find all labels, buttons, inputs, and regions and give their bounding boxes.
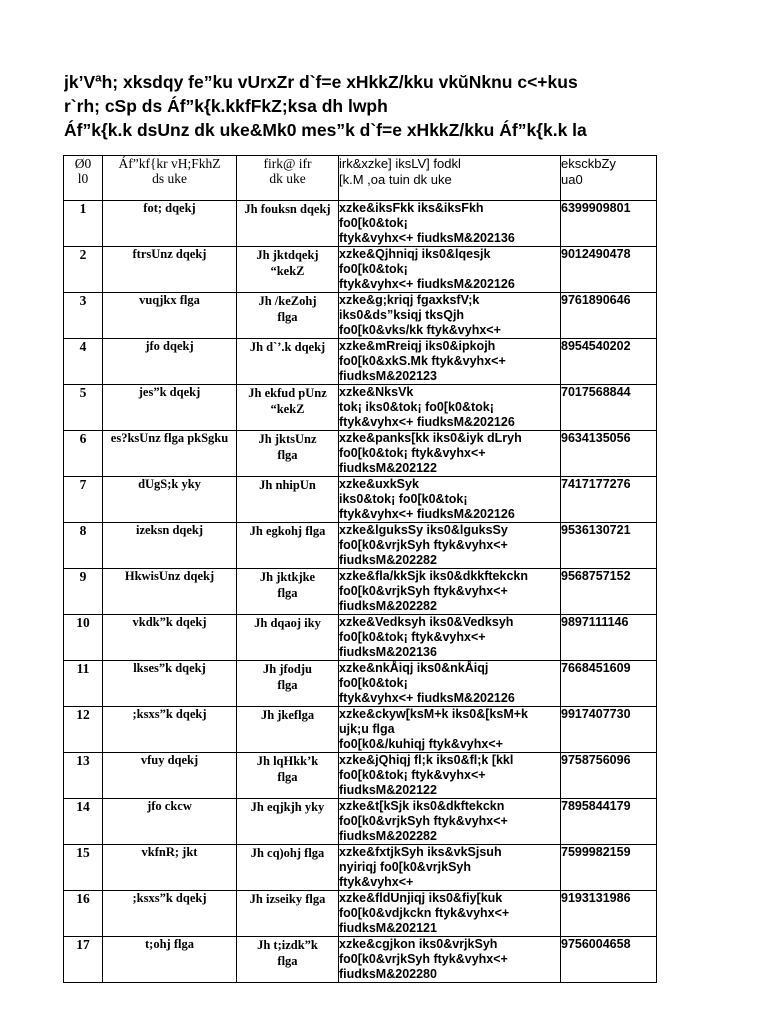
serial-number-cell: 11 — [64, 661, 103, 707]
father-name-cell: Jh ekfud pUnz “kekZ — [237, 385, 339, 431]
trainee-name-cell: vkdk”k dqekj — [103, 615, 237, 661]
serial-number-cell: 2 — [64, 247, 103, 293]
address-cell: xzke&mRreiqj iks0&ipkojh fo0[k0&xkS.Mk ftyk&vyhx<+ fiudksM&202123 — [339, 339, 506, 383]
father-name-cell: Jh eqjkjh yky — [237, 799, 339, 845]
address-cell-container — [339, 891, 561, 937]
father-name-cell: Jh jfodju flga — [237, 661, 339, 707]
address-cell: xzke&uxkSyk iks0&tok¡ fo0[k0&tok¡ ftyk&vyhx<+ fiudksM&202126 — [339, 477, 515, 521]
address-cell: xzke&ckyw[ksM+k iks0&[ksM+k ujk;u flga fo0[k0&/kuhiqj ftyk&vyhx<+ — [339, 707, 529, 751]
address-cell-container — [339, 385, 561, 431]
address-cell: xzke&lguksSy iks0&lguksSy fo0[k0&vrjkSyh ftyk&vyhx<+ fiudksM&202282 — [339, 523, 508, 567]
heading-line-2: r`rh; cSp ds Áf”k{k.kkfFkZ;ksa dh lwph — [64, 96, 388, 116]
table-row — [64, 937, 657, 983]
serial-number-cell: 17 — [64, 937, 103, 983]
serial-number-cell: 13 — [64, 753, 103, 799]
table-row — [64, 339, 657, 385]
address-cell-container — [339, 937, 561, 983]
serial-number-cell: 16 — [64, 891, 103, 937]
father-name-cell: Jh t;izdk”k flga — [237, 937, 339, 983]
serial-number-cell: 15 — [64, 845, 103, 891]
mobile-number-cell: 9634135056 — [561, 431, 657, 477]
trainee-name-cell: vkfnR; jkt — [103, 845, 237, 891]
trainee-name-cell: ftrsUnz dqekj — [103, 247, 237, 293]
mobile-number-cell: 9758756096 — [561, 753, 657, 799]
mobile-number-cell: 9897111146 — [561, 615, 657, 661]
trainee-name-cell: izeksn dqekj — [103, 523, 237, 569]
trainee-name-cell: vuqjkx flga — [103, 293, 237, 339]
serial-number-cell: 10 — [64, 615, 103, 661]
table-row — [64, 477, 657, 523]
address-cell: xzke&t[kSjk iks0&dkftekckn fo0[k0&vrjkSyh ftyk&vyhx<+ fiudksM&202282 — [339, 799, 508, 843]
mobile-number-cell: 7599982159 — [561, 845, 657, 891]
table-row — [64, 247, 657, 293]
father-name-cell: Jh jktsUnz flga — [237, 431, 339, 477]
mobile-number-cell: 7017568844 — [561, 385, 657, 431]
father-name-cell: Jh d`’.k dqekj — [237, 339, 339, 385]
address-cell-container — [339, 707, 561, 753]
trainee-name-cell: jfo ckcw — [103, 799, 237, 845]
address-cell-container — [339, 569, 561, 615]
address-cell-container — [339, 339, 561, 385]
table-row — [64, 431, 657, 477]
address-cell: xzke&Vedksyh iks0&Vedksyh fo0[k0&tok¡ ftyk&vyhx<+ fiudksM&202136 — [339, 615, 514, 659]
table-row — [64, 523, 657, 569]
address-cell: xzke&fldUnjiqj iks0&fiy[kuk fo0[k0&vdjkckn ftyk&vyhx<+ fiudksM&202121 — [339, 891, 510, 935]
mobile-number-cell: 7895844179 — [561, 799, 657, 845]
table-row — [64, 845, 657, 891]
trainee-name-cell: lkses”k dqekj — [103, 661, 237, 707]
mobile-number-cell: 9536130721 — [561, 523, 657, 569]
address-cell: xzke&fla/kkSjk iks0&dkkftekckn fo0[k0&vrjkSyh ftyk&vyhx<+ fiudksM&202282 — [339, 569, 528, 613]
mobile-number-header: eksckbZy ua0 — [561, 156, 657, 201]
trainee-list-table — [63, 155, 657, 983]
document-heading — [64, 70, 764, 142]
serial-number-cell: 1 — [64, 201, 103, 247]
table-row — [64, 569, 657, 615]
father-name-cell: Jh cq)ohj flga — [237, 845, 339, 891]
mobile-number-cell: 7417177276 — [561, 477, 657, 523]
table-row — [64, 661, 657, 707]
table-row — [64, 293, 657, 339]
mobile-number-cell: 8954540202 — [561, 339, 657, 385]
address-cell: xzke&cgjkon iks0&vrjkSyh fo0[k0&vrjkSyh ftyk&vyhx<+ fiudksM&202280 — [339, 937, 508, 981]
address-cell: xzke&g;kriqj fgaxksfV;k iks0&ds”ksiqj tksQjh fo0[k0&vks/kk ftyk&vyhx<+ — [339, 293, 501, 337]
trainee-name-cell: es?ksUnz flga pkSgku — [103, 431, 237, 477]
address-cell: xzke&nkÅiqj iks0&nkÅiqj fo0[k0&tok¡ ftyk&vyhx<+ fiudksM&202126 — [339, 661, 515, 705]
father-name-cell: Jh dqaoj iky — [237, 615, 339, 661]
address-cell-container — [339, 201, 561, 247]
mobile-number-cell: 9193131986 — [561, 891, 657, 937]
trainee-name-cell: HkwisUnz dqekj — [103, 569, 237, 615]
father-name-cell: Jh izseiky flga — [237, 891, 339, 937]
address-cell: xzke&Qjhniqj iks0&lqesjk fo0[k0&tok¡ ftyk&vyhx<+ fiudksM&202126 — [339, 247, 515, 291]
serial-number-header: Ø0 l0 — [64, 156, 103, 201]
address-cell-container — [339, 753, 561, 799]
trainee-name-cell: t;ohj flga — [103, 937, 237, 983]
father-name-cell: Jh egkohj flga — [237, 523, 339, 569]
father-name-cell: Jh nhipUn — [237, 477, 339, 523]
father-name-cell: Jh lqHkk’k flga — [237, 753, 339, 799]
heading-line-1: jk’Vªh; xksdqy fe”ku vUrxZr d`f=e xHkkZ/kku vkŭNknu c<+kus — [64, 72, 578, 92]
trainee-name-cell: jes”k dqekj — [103, 385, 237, 431]
serial-number-cell: 14 — [64, 799, 103, 845]
address-cell: xzke&panks[kk iks0&iyk dLryh fo0[k0&tok¡ ftyk&vyhx<+ fiudksM&202122 — [339, 431, 522, 475]
table-row — [64, 385, 657, 431]
father-name-cell: Jh jkeflga — [237, 707, 339, 753]
address-cell-container — [339, 523, 561, 569]
mobile-number-cell: 9756004658 — [561, 937, 657, 983]
address-cell-container — [339, 477, 561, 523]
table-row — [64, 799, 657, 845]
trainee-name-cell: dUgS;k yky — [103, 477, 237, 523]
address-cell: xzke&fxtjkSyh iks&vkSjsuh nyiriqj fo0[k0&vrjkSyh ftyk&vyhx<+ — [339, 845, 502, 889]
address-cell: xzke&jQhiqj fl;k iks0&fl;k [kkl fo0[k0&tok¡ ftyk&vyhx<+ fiudksM&202122 — [339, 753, 514, 797]
heading-line-3: Áf”k{k.k dsUnz dk uke&Mk0 mes”k d`f=e xHkkZ/kku Áf”k{k.k la — [64, 120, 587, 140]
address-cell-container — [339, 293, 561, 339]
father-name-cell: Jh /keZohj flga — [237, 293, 339, 339]
address-cell: xzke&NksVk tok¡ iks0&tok¡ fo0[k0&tok¡ ftyk&vyhx<+ fiudksM&202126 — [339, 385, 515, 429]
address-cell-container — [339, 615, 561, 661]
trainee-name-cell: ;ksxs”k dqekj — [103, 707, 237, 753]
serial-number-cell: 7 — [64, 477, 103, 523]
address-cell-container — [339, 431, 561, 477]
serial-number-cell: 5 — [64, 385, 103, 431]
trainee-name-cell: vfuy dqekj — [103, 753, 237, 799]
father-name-header: firk@ ifr dk uke — [237, 156, 339, 201]
address-cell-container — [339, 661, 561, 707]
serial-number-cell: 6 — [64, 431, 103, 477]
serial-number-cell: 12 — [64, 707, 103, 753]
mobile-number-cell: 7668451609 — [561, 661, 657, 707]
address-cell-container — [339, 799, 561, 845]
address-header: irk&xzke] iksLV] fodkl [k.M ,oa tuin dk uke — [339, 156, 561, 201]
table-row — [64, 891, 657, 937]
father-name-cell: Jh jktdqekj “kekZ — [237, 247, 339, 293]
table-row — [64, 753, 657, 799]
mobile-number-cell: 9917407730 — [561, 707, 657, 753]
serial-number-cell: 4 — [64, 339, 103, 385]
serial-number-cell: 9 — [64, 569, 103, 615]
serial-number-cell: 8 — [64, 523, 103, 569]
trainee-name-cell: jfo dqekj — [103, 339, 237, 385]
trainee-name-header: Áf”kf{kr vH;FkhZ ds uke — [103, 156, 237, 201]
trainee-name-cell: ;ksxs”k dqekj — [103, 891, 237, 937]
table-row — [64, 707, 657, 753]
serial-number-cell: 3 — [64, 293, 103, 339]
mobile-number-cell: 9761890646 — [561, 293, 657, 339]
address-cell: xzke&iksFkk iks&iksFkh fo0[k0&tok¡ ftyk&vyhx<+ fiudksM&202136 — [339, 201, 515, 245]
table-header-row — [64, 156, 657, 201]
mobile-number-cell: 9012490478 — [561, 247, 657, 293]
mobile-number-cell: 6399909801 — [561, 201, 657, 247]
table-row — [64, 615, 657, 661]
address-cell-container — [339, 845, 561, 891]
table-row — [64, 201, 657, 247]
father-name-cell: Jh jktkjke flga — [237, 569, 339, 615]
trainee-name-cell: fot; dqekj — [103, 201, 237, 247]
mobile-number-cell: 9568757152 — [561, 569, 657, 615]
father-name-cell: Jh fouksn dqekj — [237, 201, 339, 247]
address-cell-container — [339, 247, 561, 293]
